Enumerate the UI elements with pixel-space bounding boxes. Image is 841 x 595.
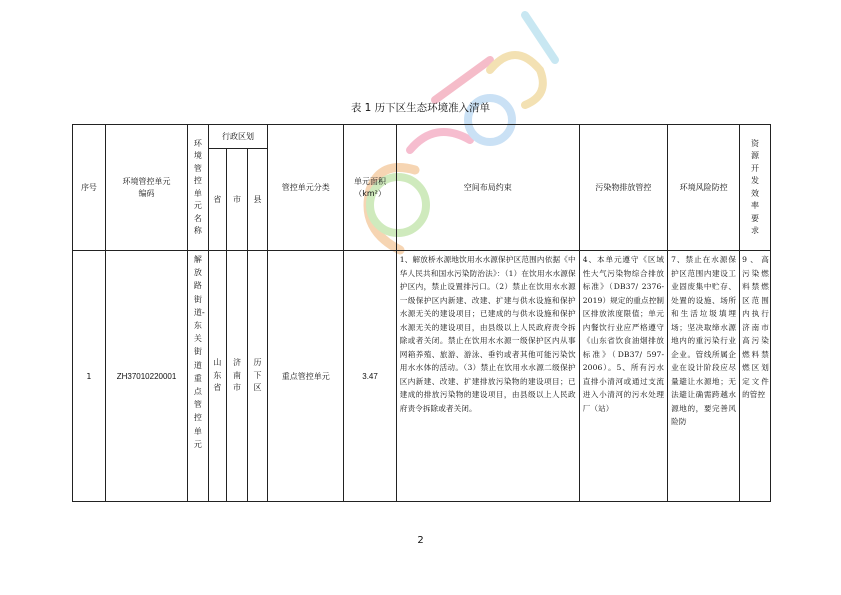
- cell-pollution: 4、本单元遵守《区域性大气污染物综合排放标准》（DB37/ 2376-2019）规定的重点控制区排放浓度限值；单元内餐饮行业应严格遵守《山东省饮食油烟排放标准》（DB37/ 597-2006）。5、所有污水直排小清河或通过支流进入小清河的污水处理厂（站）: [579, 251, 667, 502]
- header-admin: 行政区划: [208, 125, 268, 149]
- header-unit-name: 环境管控单元名称: [188, 125, 209, 251]
- page-number: 2: [417, 535, 424, 546]
- cell-area: 3.47: [344, 251, 396, 502]
- admission-list-table: [72, 124, 771, 502]
- header-risk: 环境风险防控: [668, 125, 740, 251]
- header-resource: 资源开发效率要求: [740, 125, 771, 251]
- header-area: 单元面积（km²）: [344, 125, 396, 251]
- header-category: 管控单元分类: [268, 125, 344, 251]
- header-county: 县: [247, 149, 268, 251]
- header-seq: 序号: [73, 125, 106, 251]
- cell-category: 重点管控单元: [268, 251, 344, 502]
- cell-city: 济南市: [227, 251, 248, 502]
- header-unit-code: 环境管控单元编码: [105, 125, 187, 251]
- table-row: [73, 251, 771, 502]
- cell-unit-code: ZH37010220001: [105, 251, 187, 502]
- cell-unit-name: 解放路街道-东关街道重点管控单元: [188, 251, 209, 502]
- cell-risk: 7、禁止在水源保护区范围内建设工业固废集中贮存、处置的设施、场所和生活垃圾填埋场；坚决取缔水源地内的重污染行业企业。管线所属企业在设计阶段应尽量避让水源地；无法避让确需跨越水源地的，要完善风险防: [668, 251, 740, 502]
- cell-resource: 9、高污染燃料禁燃区范围内执行济南市高污染燃料禁燃区划定文件的管控: [740, 251, 771, 502]
- cell-province: 山东省: [208, 251, 227, 502]
- cell-seq: 1: [73, 251, 106, 502]
- table-title: 表 1 历下区生态环境准入清单: [350, 102, 491, 114]
- cell-spatial: 1、解放桥水源地饮用水水源保护区范围内依据《中华人民共和国水污染防治法》：（1）在饮用水水源保护区内，禁止设置排污口。（2）禁止在饮用水水源一级保护区内新建、改建、扩建与供水设施和保护水源无关的建设项目；已建成的与供水设施和保护水源无关的建设项目，由县级以上人民政府责令拆除或者关闭。禁止在饮用水水源一级保护区内从事网箱养殖、旅游、游泳、垂钓或者其他可能污染饮用水水体的活动。（3）禁止在饮用水水源二级保护区内新建、改建、扩建排放污染物的建设项目；已建成的排放污染物的建设项目，由县级以上人民政府责令拆除或者关闭。: [396, 251, 579, 502]
- header-spatial: 空间布局约束: [396, 125, 579, 251]
- header-province: 省: [208, 149, 227, 251]
- header-city: 市: [227, 149, 248, 251]
- cell-county: 历下区: [247, 251, 268, 502]
- header-pollution: 污染物排放管控: [579, 125, 667, 251]
